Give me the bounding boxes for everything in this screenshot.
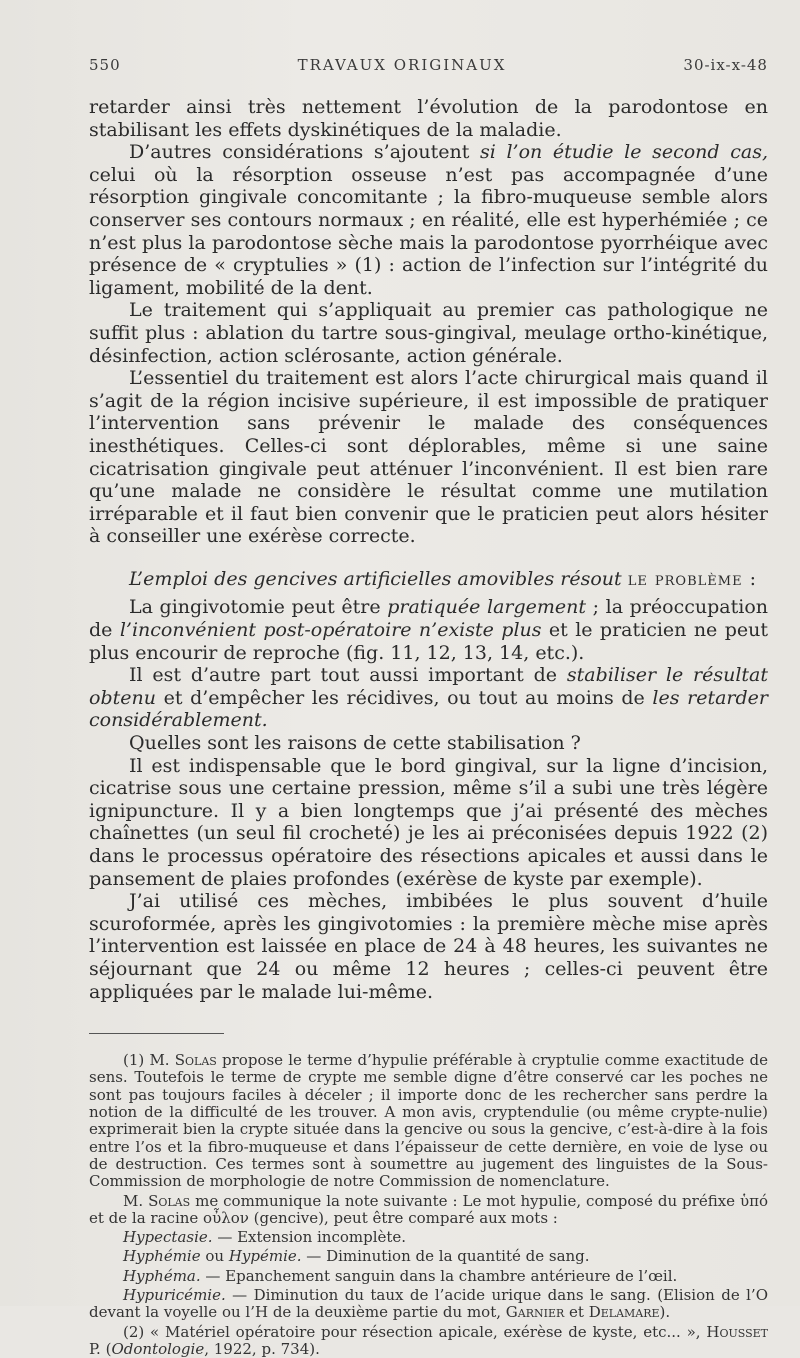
footnote-2: (2) « Matériel opératoire pour résection apicale, exérèse de kyste, etc... », Housset P. (Odontologie, 1922, p. 734). [89, 1322, 768, 1358]
paragraph-7: Quelles sont les raisons de cette stabilisation ? [129, 732, 581, 755]
footnote-1-continuation: M. Solas me communique la note suivante : Le mot hypulie, composé du préfixe ὑπό et de la racine οὖλον (gencive), peut être comparé aux mots : [89, 1191, 768, 1227]
paragraph-6: Il est d’autre part tout aussi important de stabiliser le résultat obtenu et d’empêcher les récidives, ou tout au moins de les retarder considérablement. [89, 664, 768, 732]
paragraph-1: retarder ainsi très nettement l’évolution de la parodontose en stabilisant les effets dyskinétiques de la maladie. [89, 96, 768, 141]
paragraph-3: Le traitement qui s’appliquait au premier cas pathologique ne suffit plus : ablation du tartre sous-gingival, meulage ortho-kinétique, désinfection, action sclérosante, action générale. [89, 299, 768, 367]
section-heading: L’emploi des gencives artificielles amovibles résout le problème : [129, 567, 758, 590]
definition-hyphema: Hyphéma. — Epanchement sanguin dans la chambre antérieure de l’œil. [123, 1266, 678, 1285]
definition-hypectasie: Hypectasie. — Extension incomplète. [123, 1228, 407, 1247]
paragraph-2: D’autres considérations s’ajoutent si l’on étudie le second cas, celui où la résorption osseuse n’est pas accompagnée d’une résorption gingivale concomitante ; la fibro-muqueuse semble alors conserver ses contours normaux ; en réalité, elle est hyperhémiée ; ce n’est plus la parodontose sèche mais la parodontose pyorrhéique avec présence de « cryptulies » (1) : action de l’infection sur l’intégrité du ligament, mobilité de la dent. [89, 141, 768, 299]
page-number: 550 [89, 56, 121, 74]
paragraph-8: Il est indispensable que le bord gingival, sur la ligne d’incision, cicatrise sous une certaine pression, même s’il a subi une très légère ignipuncture. Il y a bien longtemps que j’ai présenté des mèches chaînettes (un seul fil crocheté) je les ai préconisées depuis 1922 (2) dans le processus opératoire des résections apicales et aussi dans le pansement de plaies profondes (exérèse de kyste par exemple). [89, 754, 768, 890]
footnote-1: (1) M. Solas propose le terme d’hypulie préférable à cryptulie comme exactitude de sens. Toutefois le terme de crypte me semble digne d’être conservé car les poches ne sont pas toujours faciles à déceler ; il importe donc de les rechercher sans perdre la notion de la difficulté de les trouver. A mon avis, cryptendulie (ou même crypte-nulie) exprimerait bien la crypte située dans la gencive ou sous la gencive, c’est-à-dire à la fois entre l’os et la fibro-muqueuse et dans l’épaisseur de cette dernière, en voie de lyse ou de destruction. Ces termes sont à soumettre au jugement des linguistes de la Sous-Commission de morphologie de notre Commission de nomenclature. [89, 1051, 768, 1191]
footnote-divider [89, 1033, 224, 1034]
main-text [89, 96, 768, 1003]
running-title: TRAVAUX ORIGINAUX [297, 56, 507, 74]
paragraph-5: La gingivotomie peut être pratiquée largement ; la préoccupation de l’inconvénient post-opératoire n’existe plus et le praticien ne peut plus encourir de reproche (fig. 11, 12, 13, 14, etc.). [89, 596, 769, 664]
definition-hyphemie: Hyphémie ou Hypémie. — Diminution de la quantité de sang. [123, 1247, 590, 1266]
paragraph-9: J’ai utilisé ces mèches, imbibées le plus souvent d’huile scuroformée, après les gingivotomies : la première mèche mise après l’intervention est laissée en place de 24 à 48 heures, les suivantes ne séjournant que 24 ou même 12 heures ; celles-ci peuvent être appliquées par le malade lui-même. [89, 890, 768, 1003]
issue-date: 30-ix-x-48 [683, 56, 768, 74]
definition-hypuricemie: Hypuricémie. — Diminution du taux de l’acide urique dans le sang. (Elision de l’O devant la voyelle ou l’H de la deuxième partie du mot, Garnier et Delamare). [89, 1286, 768, 1322]
footnotes [89, 1052, 768, 1358]
page-header [89, 56, 768, 74]
paragraph-4: L’essentiel du traitement est alors l’acte chirurgical mais quand il s’agit de la région incisive supérieure, il est impossible de pratiquer l’intervention sans prévenir le malade des conséquences inesthétiques. Celles-ci sont déplorables, même si une saine cicatrisation gingivale peut atténuer l’inconvénient. Il est bien rare qu’une malade ne considère le résultat comme une mutilation irréparable et il faut bien convenir que le praticien peut alors hésiter à conseiller une exérèse correcte. [89, 367, 768, 548]
